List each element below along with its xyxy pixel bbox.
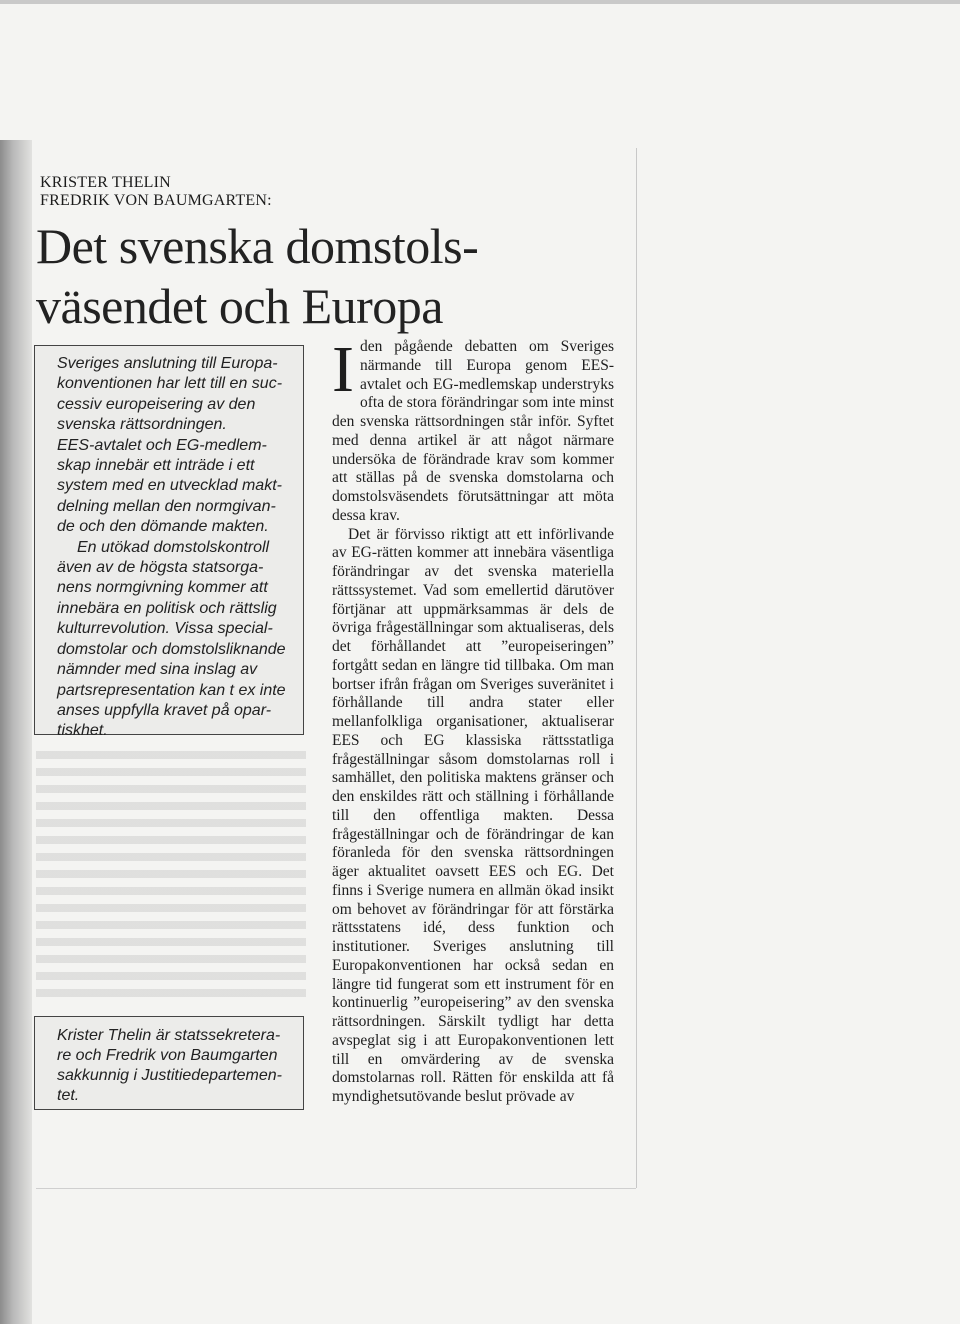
page-top-edge	[0, 0, 960, 4]
summary-line: nens normgivning kommer att	[57, 579, 268, 597]
summary-line: nämnder med sina inslag av	[57, 661, 258, 679]
author-line: KRISTER THELIN	[40, 174, 171, 191]
page-right-edge	[636, 148, 637, 1188]
summary-line: anses uppfylla kravet på opar-	[57, 701, 272, 719]
summary-line: innebära en politisk och rättslig	[57, 599, 277, 617]
body-paragraph-1	[332, 333, 614, 526]
bio-line: sakkunnig i Justitiedepartemen-	[57, 1067, 283, 1084]
bio-line: re och Fredrik von Baumgarten	[57, 1047, 278, 1064]
paragraph-text: den pågående debatten om Sveriges närmande till Europa genom EES-avtalet och EG-medlemskap understryks ofta de stora förändringar som inte minst den svenska rättsordningen står inför. Syftet med denna artikel är att något närmare undersöka de förändrade krav som kommer att ställas på de svenska domstolarna och domstolsväsendets förutsättningar att möta dessa krav.	[332, 338, 614, 524]
body-paragraph-2: Det är förvisso riktigt att ett införlivande av EG-rätten kommer att innebära väsentliga förändringar av det svenska materiella rättssystemet. Vad som emellertid därutöver förtjänar att uppmärksammas är dels de övriga frågeställningar som aktualiseras, dels det förhållandet att ”europeiseringen” fortgått sedan en längre tid tillbaka. Om man bortser ifrån frågan om Sveriges suveränitet i förhållande till andra stater eller mellanfolkliga organisationer, aktualiserar EES och EG klassiska rättsstatliga frågeställningar såsom domstolarnas roll i samhället, den politiska maktens gränser och den enskildes rätt och ställning i förhållande till den offentliga makten. Dessa frågeställningar och de förändringar de kan föranleda för den svenska rättsordningen äger aktualitet oavsett EES och EG. Det finns i Sverige numera en allmän ökad insikt om behovet av förändringar för att förstärka rättsstatens idé, dess funktion och institutioner. Sveriges anslutning till Europakonventionen har också sedan en längre tid fungerat som ett instrument för en kontinuerlig ”europeisering” av den svenska rättsordningen. Särskilt tydligt har detta avspeglat sig i att Europakonventionen lett till en omvärdering av de svenska domstolarnas roll. Rätten för enskilda att få myndighetsutövande beslut prövade av	[332, 525, 614, 1105]
summary-line: Sveriges anslutning till Europa-	[57, 355, 278, 372]
article-body	[332, 333, 614, 1107]
show-through-text	[36, 742, 306, 1004]
drop-cap: I	[332, 333, 354, 406]
page-binding-shadow	[0, 140, 32, 1324]
summary-line: EES-avtalet och EG-medlem-	[57, 436, 267, 454]
summary-line: svenska rättsordningen.	[57, 416, 227, 434]
summary-line: delning mellan den normgivan-	[57, 497, 276, 515]
title-line: väsendet och Europa	[36, 278, 444, 334]
bio-line: Krister Thelin är statssekretera-	[57, 1027, 281, 1044]
summary-line: system med en utvecklad makt-	[57, 477, 282, 495]
summary-line: även av de högsta statsorga-	[57, 559, 264, 577]
author-line: FREDRIK VON BAUMGARTEN:	[40, 192, 272, 209]
bio-line: tet.	[57, 1087, 80, 1104]
article-authors	[40, 174, 272, 210]
summary-line: kulturrevolution. Vissa special-	[57, 620, 273, 638]
summary-line: domstolar och domstolsliknande	[57, 640, 286, 658]
summary-line: de och den dömande makten.	[57, 518, 269, 536]
summary-line: skap innebär ett inträde i ett	[57, 457, 255, 475]
article-title	[36, 216, 478, 336]
page-bottom-edge	[36, 1188, 636, 1189]
summary-line: En utökad domstolskontroll	[77, 538, 270, 556]
title-line: Det svenska domstols-	[36, 218, 479, 274]
summary-line: partsrepresentation kan t ex inte	[57, 681, 286, 699]
author-bio-box	[34, 1016, 304, 1110]
summary-line: cessiv europeisering av den	[57, 395, 256, 413]
summary-line: tiskhet.	[57, 722, 108, 740]
summary-line: konventionen har lett till en suc-	[57, 375, 283, 393]
summary-box	[34, 345, 304, 740]
